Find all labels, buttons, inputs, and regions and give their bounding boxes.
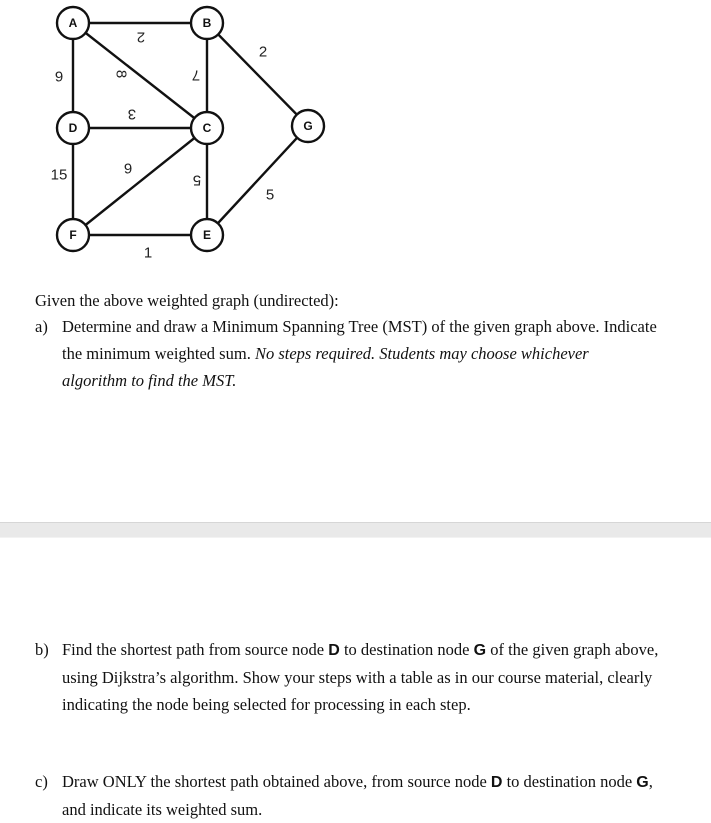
- question-b: [35, 636, 711, 718]
- node-g: [292, 110, 324, 142]
- question-b-line1: [62, 636, 711, 664]
- question-b-line2: using Dijkstra’s algorithm. Show your steps with a table as in our course material, clearly: [62, 668, 653, 687]
- node-label: B: [202, 16, 212, 30]
- weight-label-d-c: 3: [127, 105, 137, 123]
- weight-label-d-f: 15: [50, 166, 68, 184]
- question-a-line2: [62, 340, 711, 367]
- weight-label-f-c: 9: [123, 160, 133, 178]
- question-c-line1-part1: Draw ONLY the shortest path obtained above, from source node: [62, 772, 491, 791]
- question-c: [35, 768, 711, 823]
- node-c: [191, 112, 223, 144]
- intro-text: Given the above weighted graph (undirected):: [35, 291, 339, 310]
- node-d: [57, 112, 89, 144]
- weight-label-a-b: 2: [136, 28, 146, 46]
- edge-f-c: [73, 128, 207, 235]
- source-node-d: D: [328, 642, 340, 659]
- weight-label-b-g: 2: [258, 43, 268, 61]
- question-b-label: b): [35, 640, 49, 659]
- question-a: [35, 313, 711, 394]
- weight-label-c-e: 5: [192, 171, 202, 189]
- node-e: [191, 219, 223, 251]
- weight-label-b-c: 7: [191, 66, 201, 84]
- node-label: E: [202, 228, 212, 242]
- question-a-label: a): [35, 317, 48, 336]
- node-label: A: [68, 16, 78, 30]
- weighted-graph: [0, 0, 711, 280]
- source-node-d: D: [490, 774, 503, 791]
- question-b-line1-part2: to destination node: [339, 640, 474, 659]
- weight-label-g-e: 5: [265, 186, 275, 204]
- question-a-line3: algorithm to find the MST.: [62, 371, 237, 390]
- node-f: [57, 219, 89, 251]
- question-a-line2-plain: the minimum weighted sum.: [62, 344, 255, 363]
- node-label: C: [202, 121, 212, 135]
- weight-label-a-c: 8: [112, 69, 130, 79]
- node-label: F: [69, 228, 77, 242]
- question-c-line1-part3: ,: [648, 772, 653, 791]
- weight-label-f-e: 1: [143, 244, 153, 262]
- edge-g-e: [207, 126, 308, 235]
- question-c-line1-part2: to destination node: [502, 772, 637, 791]
- question-c-line2: and indicate its weighted sum.: [62, 800, 263, 819]
- node-a: [57, 7, 89, 39]
- question-b-line1-part1: Find the shortest path from source node: [62, 640, 329, 659]
- question-c-label: c): [35, 772, 48, 791]
- node-label: G: [303, 119, 313, 133]
- dest-node-g: G: [636, 774, 649, 791]
- page-divider: [0, 522, 711, 538]
- question-b-line3: indicating the node being selected for processing in each step.: [62, 695, 471, 714]
- question-a-line2-italic: No steps required. Students may choose whichever: [254, 344, 589, 363]
- weight-label-a-d: 9: [54, 68, 64, 86]
- edge-b-g: [207, 23, 308, 126]
- question-a-line1: Determine and draw a Minimum Spanning Tree (MST) of the given graph above. Indicate: [62, 317, 657, 336]
- node-b: [191, 7, 223, 39]
- question-c-line1: [62, 768, 711, 796]
- question-b-line1-part3: of the given graph above,: [486, 640, 659, 659]
- node-label: D: [68, 121, 78, 135]
- dest-node-g: G: [473, 642, 487, 659]
